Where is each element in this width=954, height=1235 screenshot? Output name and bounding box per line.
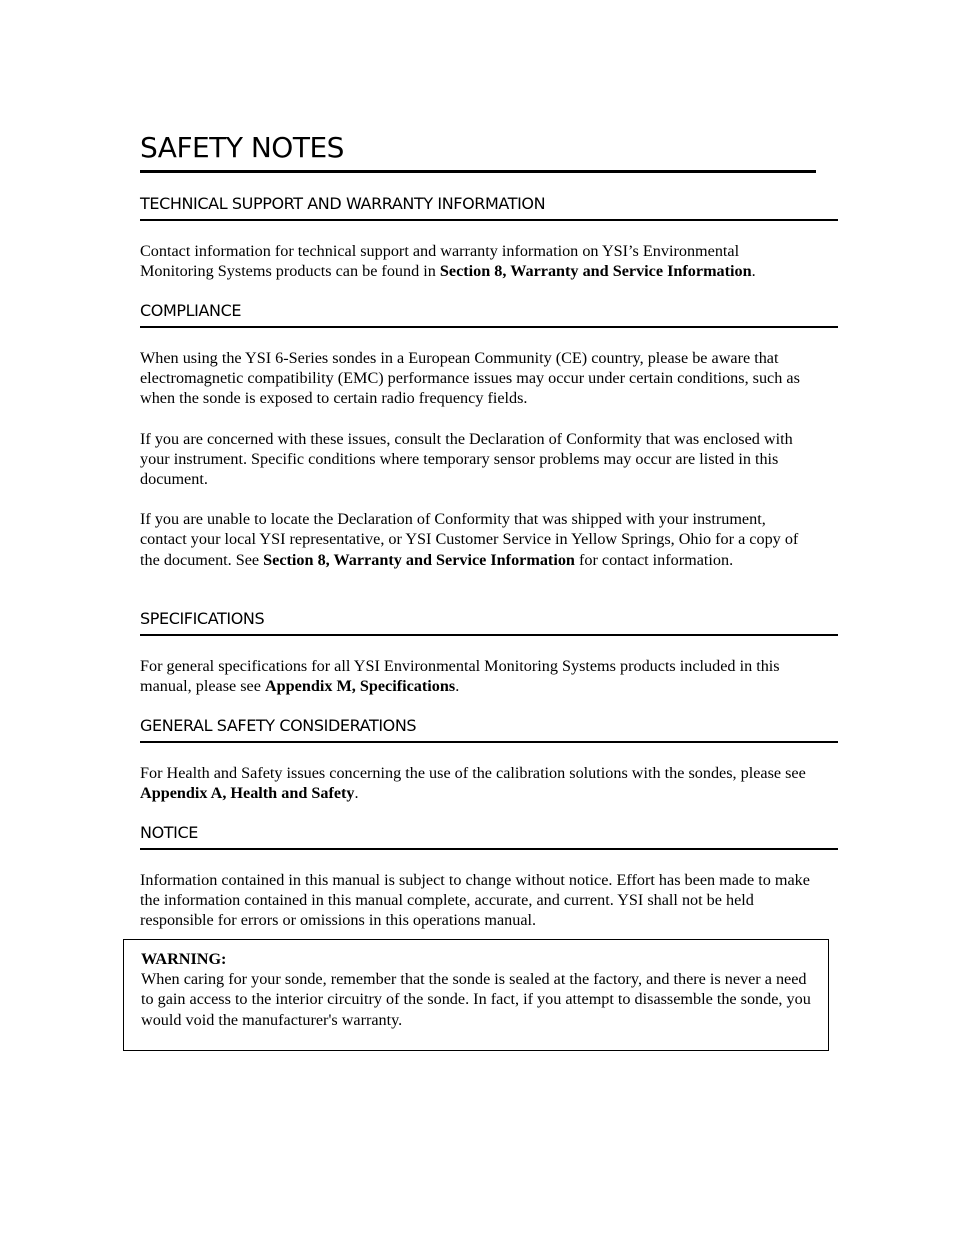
- text-run: for contact information.: [574, 550, 734, 569]
- cross-reference: Section 8, Warranty and Service Information: [263, 550, 575, 569]
- paragraph: [140, 763, 815, 803]
- paragraph: [140, 656, 815, 696]
- paragraph: Information contained in this manual is subject to change without notice. Effort has been made to make the information contained in this manual complete, accurate, and current. YSI shall not be held responsible for errors or omissions in this operations manual.: [140, 871, 810, 930]
- paragraph: When using the YSI 6-Series sondes in a European Community (CE) country, please be aware that electromagnetic compatibility (EMC) performance issues may occur under certain conditions, such as when the sonde is exposed to certain radio frequency fields.: [140, 349, 800, 408]
- warning-box: [123, 939, 829, 1051]
- text-run: .: [354, 784, 359, 803]
- paragraph: [140, 241, 815, 281]
- section-technical-support: [140, 193, 838, 281]
- section-specifications: [140, 608, 838, 696]
- section-heading: GENERAL SAFETY CONSIDERATIONS: [140, 715, 838, 743]
- text-run: Contact information for technical support and warranty information on YSI’s Environmental Monitoring Systems products can be found in: [140, 242, 740, 281]
- section-compliance: [140, 300, 838, 570]
- page-title: SAFETY NOTES: [140, 131, 344, 164]
- section-notice: [140, 822, 838, 931]
- text-run: .: [751, 262, 756, 281]
- section-general-safety: [140, 715, 838, 803]
- paragraph: If you are concerned with these issues, consult the Declaration of Conformity that was enclosed with your instrument. Specific conditions where temporary sensor problems may occur are listed in this document.: [140, 429, 793, 489]
- section-heading: TECHNICAL SUPPORT AND WARRANTY INFORMATION: [140, 193, 838, 221]
- warning-text: When caring for your sonde, remember that the sonde is sealed at the factory, and there is never a need to gain access to the interior circuitry of the sonde. In fact, if you attempt to disassemble the sonde, you would void the manufacturer's warranty.: [141, 970, 811, 1029]
- cross-reference: Appendix M, Specifications: [264, 677, 456, 696]
- text-run: .: [455, 677, 460, 696]
- section-heading: SPECIFICATIONS: [140, 608, 838, 636]
- section-heading: NOTICE: [140, 822, 838, 850]
- text-run: For general specifications for all YSI Environmental Monitoring Systems products included in this manual, please see: [140, 657, 780, 696]
- paragraph: [140, 509, 815, 570]
- section-heading: COMPLIANCE: [140, 300, 838, 328]
- warning-content: [141, 949, 817, 1030]
- cross-reference: Section 8, Warranty and Service Information: [439, 262, 752, 281]
- cross-reference: Appendix A, Health and Safety: [140, 784, 355, 803]
- text-run: If you are unable to locate the Declaration of Conformity that was shipped with your instrument, contact your local YSI representative, or YSI Customer Service in Yellow Springs, Ohio for a copy of the document. See: [140, 510, 799, 569]
- text-run: For Health and Safety issues concerning the use of the calibration solutions with the sondes, please see: [140, 764, 806, 782]
- warning-label: WARNING:: [141, 950, 227, 968]
- title-rule: [140, 170, 816, 173]
